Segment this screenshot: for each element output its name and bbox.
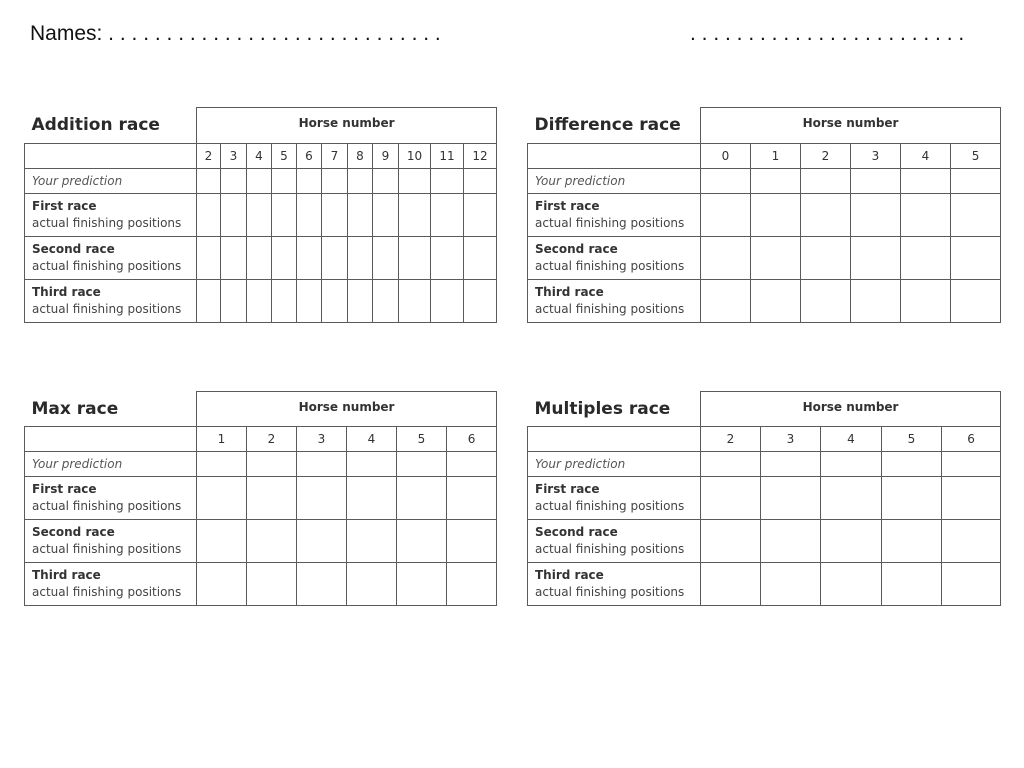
entry-cell[interactable] [701, 520, 761, 563]
entry-cell[interactable] [801, 237, 851, 280]
entry-cell[interactable] [882, 520, 942, 563]
race-name: First race [535, 482, 600, 496]
entry-cell[interactable] [761, 452, 821, 477]
entry-cell[interactable] [347, 452, 397, 477]
race-row-label [528, 194, 701, 237]
entry-cell[interactable] [297, 169, 322, 194]
race-sub: actual finishing positions [32, 259, 182, 273]
horse-number: 7 [322, 144, 348, 169]
entry-cell[interactable] [431, 194, 464, 237]
corner-cell [25, 144, 197, 169]
entry-cell[interactable] [322, 194, 348, 237]
entry-cell[interactable] [464, 169, 497, 194]
entry-cell[interactable] [347, 563, 397, 606]
entry-cell[interactable] [297, 452, 347, 477]
race-row-label [528, 520, 701, 563]
entry-cell[interactable] [197, 237, 221, 280]
entry-cell[interactable] [297, 194, 322, 237]
entry-cell[interactable] [322, 169, 348, 194]
horse-number: 2 [701, 427, 761, 452]
entry-cell[interactable] [751, 194, 801, 237]
entry-cell[interactable] [851, 169, 901, 194]
entry-cell[interactable] [373, 237, 399, 280]
difference-race-title: Difference race [528, 108, 701, 144]
entry-cell[interactable] [297, 563, 347, 606]
entry-cell[interactable] [761, 477, 821, 520]
entry-cell[interactable] [197, 280, 221, 323]
entry-cell[interactable] [297, 280, 322, 323]
entry-cell[interactable] [751, 237, 801, 280]
horse-number: 5 [272, 144, 297, 169]
entry-cell[interactable] [801, 169, 851, 194]
race-sub: actual finishing positions [535, 585, 685, 599]
race-sub: actual finishing positions [32, 499, 182, 513]
entry-cell[interactable] [951, 169, 1001, 194]
horse-number: 5 [397, 427, 447, 452]
race-row-label [25, 563, 197, 606]
entry-cell[interactable] [882, 452, 942, 477]
entry-cell[interactable] [464, 237, 497, 280]
corner-cell [25, 427, 197, 452]
entry-cell[interactable] [347, 477, 397, 520]
horse-number: 1 [197, 427, 247, 452]
entry-cell[interactable] [247, 194, 272, 237]
race-sub: actual finishing positions [32, 585, 182, 599]
entry-cell[interactable] [348, 280, 373, 323]
entry-cell[interactable] [373, 169, 399, 194]
entry-cell[interactable] [221, 169, 247, 194]
entry-cell[interactable] [197, 520, 247, 563]
entry-cell[interactable] [322, 237, 348, 280]
entry-cell[interactable] [297, 237, 322, 280]
race-row-label [25, 280, 197, 323]
horse-number: 4 [247, 144, 272, 169]
entry-cell[interactable] [821, 563, 882, 606]
race-name: Second race [32, 525, 115, 539]
race-name: Third race [535, 285, 604, 299]
horse-number: 10 [399, 144, 431, 169]
entry-cell[interactable] [447, 452, 497, 477]
entry-cell[interactable] [197, 169, 221, 194]
entry-cell[interactable] [247, 563, 297, 606]
entry-cell[interactable] [431, 280, 464, 323]
corner-cell [528, 144, 701, 169]
entry-cell[interactable] [882, 563, 942, 606]
entry-cell[interactable] [821, 477, 882, 520]
entry-cell[interactable] [247, 169, 272, 194]
race-name: First race [32, 199, 97, 213]
entry-cell[interactable] [272, 280, 297, 323]
entry-cell[interactable] [247, 520, 297, 563]
entry-cell[interactable] [701, 563, 761, 606]
horse-number: 6 [942, 427, 1001, 452]
entry-cell[interactable] [464, 280, 497, 323]
entry-cell[interactable] [901, 194, 951, 237]
prediction-row-label: Your prediction [528, 169, 701, 194]
race-sub: actual finishing positions [535, 259, 685, 273]
entry-cell[interactable] [951, 194, 1001, 237]
entry-cell[interactable] [851, 194, 901, 237]
horse-number: 5 [882, 427, 942, 452]
entry-cell[interactable] [942, 452, 1001, 477]
entry-cell[interactable] [197, 563, 247, 606]
horse-number: 3 [221, 144, 247, 169]
horse-number: 0 [701, 144, 751, 169]
prediction-row-label: Your prediction [25, 452, 197, 477]
race-row-label [25, 520, 197, 563]
horse-number: 11 [431, 144, 464, 169]
entry-cell[interactable] [297, 477, 347, 520]
horse-number: 2 [247, 427, 297, 452]
entry-cell[interactable] [397, 452, 447, 477]
entry-cell[interactable] [431, 237, 464, 280]
horse-number: 8 [348, 144, 373, 169]
entry-cell[interactable] [447, 520, 497, 563]
race-name: First race [535, 199, 600, 213]
max-race-title: Max race [25, 392, 197, 427]
race-name: Third race [32, 285, 101, 299]
horse-number: 2 [801, 144, 851, 169]
entry-cell[interactable] [272, 237, 297, 280]
entry-cell[interactable] [761, 520, 821, 563]
entry-cell[interactable] [397, 477, 447, 520]
entry-cell[interactable] [322, 280, 348, 323]
entry-cell[interactable] [821, 520, 882, 563]
entry-cell[interactable] [464, 194, 497, 237]
entry-cell[interactable] [901, 169, 951, 194]
difference-race-table [527, 107, 1001, 323]
names-line-left: Names: . . . . . . . . . . . . . . . . . . . . . . . . . . . . . [30, 22, 441, 45]
race-sub: actual finishing positions [535, 302, 685, 316]
entry-cell[interactable] [348, 237, 373, 280]
entry-cell[interactable] [397, 520, 447, 563]
horse-number: 5 [951, 144, 1001, 169]
entry-cell[interactable] [399, 194, 431, 237]
entry-cell[interactable] [247, 280, 272, 323]
race-sub: actual finishing positions [535, 542, 685, 556]
horse-number: 2 [197, 144, 221, 169]
prediction-row-label: Your prediction [528, 452, 701, 477]
entry-cell[interactable] [821, 452, 882, 477]
entry-cell[interactable] [247, 237, 272, 280]
prediction-row-label: Your prediction [25, 169, 197, 194]
entry-cell[interactable] [942, 477, 1001, 520]
entry-cell[interactable] [197, 452, 247, 477]
entry-cell[interactable] [447, 563, 497, 606]
entry-cell[interactable] [399, 237, 431, 280]
entry-cell[interactable] [272, 169, 297, 194]
race-name: Third race [32, 568, 101, 582]
entry-cell[interactable] [851, 237, 901, 280]
race-name: First race [32, 482, 97, 496]
entry-cell[interactable] [801, 194, 851, 237]
race-row-label [25, 194, 197, 237]
race-sub: actual finishing positions [535, 499, 685, 513]
horse-number: 4 [347, 427, 397, 452]
entry-cell[interactable] [272, 194, 297, 237]
entry-cell[interactable] [348, 169, 373, 194]
entry-cell[interactable] [431, 169, 464, 194]
entry-cell[interactable] [247, 452, 297, 477]
race-name: Second race [535, 242, 618, 256]
entry-cell[interactable] [701, 452, 761, 477]
entry-cell[interactable] [901, 237, 951, 280]
race-row-label [528, 563, 701, 606]
entry-cell[interactable] [247, 477, 297, 520]
entry-cell[interactable] [701, 194, 751, 237]
race-name: Second race [535, 525, 618, 539]
entry-cell[interactable] [751, 280, 801, 323]
entry-cell[interactable] [347, 520, 397, 563]
entry-cell[interactable] [373, 280, 399, 323]
entry-cell[interactable] [221, 237, 247, 280]
entry-cell[interactable] [801, 280, 851, 323]
horse-number-header: Horse number [701, 392, 1001, 427]
entry-cell[interactable] [951, 237, 1001, 280]
entry-cell[interactable] [297, 520, 347, 563]
horse-number: 3 [297, 427, 347, 452]
entry-cell[interactable] [399, 280, 431, 323]
entry-cell[interactable] [197, 194, 221, 237]
horse-number: 1 [751, 144, 801, 169]
entry-cell[interactable] [373, 194, 399, 237]
race-sub: actual finishing positions [32, 302, 182, 316]
entry-cell[interactable] [197, 477, 247, 520]
entry-cell[interactable] [761, 563, 821, 606]
corner-cell [528, 427, 701, 452]
addition-race-title: Addition race [25, 108, 197, 144]
race-sub: actual finishing positions [535, 216, 685, 230]
race-sub: actual finishing positions [32, 216, 182, 230]
entry-cell[interactable] [221, 280, 247, 323]
entry-cell[interactable] [701, 169, 751, 194]
entry-cell[interactable] [701, 237, 751, 280]
horse-number: 12 [464, 144, 497, 169]
entry-cell[interactable] [901, 280, 951, 323]
race-row-label [528, 237, 701, 280]
race-row-label [528, 280, 701, 323]
horse-number: 3 [761, 427, 821, 452]
horse-number: 9 [373, 144, 399, 169]
entry-cell[interactable] [951, 280, 1001, 323]
horse-number: 3 [851, 144, 901, 169]
race-row-label [25, 477, 197, 520]
multiples-race-table [527, 391, 1001, 606]
race-sub: actual finishing positions [32, 542, 182, 556]
race-name: Second race [32, 242, 115, 256]
entry-cell[interactable] [701, 477, 761, 520]
horse-number: 4 [901, 144, 951, 169]
horse-number: 6 [297, 144, 322, 169]
horse-number: 4 [821, 427, 882, 452]
addition-race-table [24, 107, 497, 323]
entry-cell[interactable] [942, 520, 1001, 563]
entry-cell[interactable] [348, 194, 373, 237]
entry-cell[interactable] [701, 280, 751, 323]
horse-number-header: Horse number [701, 108, 1001, 144]
entry-cell[interactable] [397, 563, 447, 606]
race-row-label [528, 477, 701, 520]
names-line-right: . . . . . . . . . . . . . . . . . . . . . . . . [690, 22, 965, 45]
entry-cell[interactable] [751, 169, 801, 194]
entry-cell[interactable] [399, 169, 431, 194]
entry-cell[interactable] [221, 194, 247, 237]
entry-cell[interactable] [851, 280, 901, 323]
entry-cell[interactable] [447, 477, 497, 520]
multiples-race-title: Multiples race [528, 392, 701, 427]
entry-cell[interactable] [942, 563, 1001, 606]
max-race-table [24, 391, 497, 606]
horse-number-header: Horse number [197, 108, 497, 144]
entry-cell[interactable] [882, 477, 942, 520]
horse-number: 6 [447, 427, 497, 452]
race-row-label [25, 237, 197, 280]
horse-number-header: Horse number [197, 392, 497, 427]
race-name: Third race [535, 568, 604, 582]
